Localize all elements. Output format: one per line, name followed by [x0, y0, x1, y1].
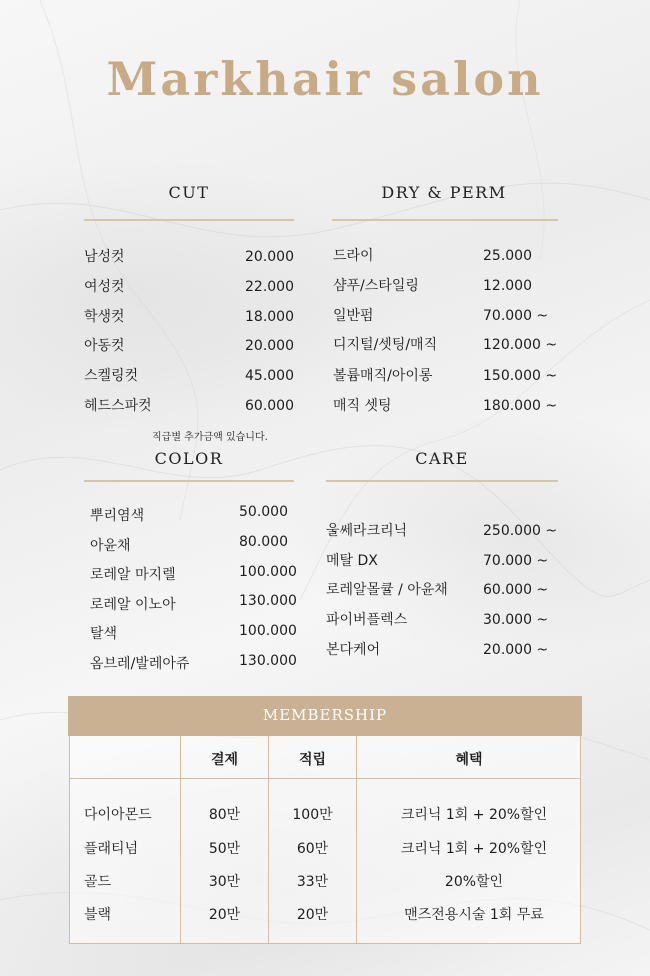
list-item: 탈색 100.000	[90, 623, 297, 642]
list-item: 남성컷 20.000	[84, 249, 294, 265]
list-item: 울쎄라크리닉 250.000 ~	[326, 523, 558, 539]
tier-cell: 다이아몬드	[84, 807, 152, 823]
list-item: 아윤채 80.000	[90, 534, 288, 554]
dry-perm-heading: DRY & PERM	[381, 183, 507, 202]
list-item: 여성컷 22.000	[84, 279, 294, 295]
membership-heading: MEMBERSHIP	[68, 696, 582, 736]
dry-perm-rule	[332, 219, 558, 221]
list-item: 로레알몰큘 / 아윤채 60.000 ~	[326, 582, 549, 598]
column-header-credit: 적립	[298, 752, 327, 768]
credit-cell: 20만	[296, 907, 329, 923]
color-rule	[84, 480, 294, 482]
list-item: 본다케어 20.000 ~	[326, 642, 549, 658]
list-item: 볼륨매직/아이롱 150.000 ~	[333, 368, 558, 384]
care-rule	[326, 480, 558, 482]
tier-cell: 플래티넘	[84, 841, 139, 857]
list-item: 로레알 마지렐 100.000	[90, 564, 297, 583]
list-item: 메탈 DX 70.000 ~	[326, 553, 549, 569]
table-header-rule	[69, 778, 581, 779]
payment-cell: 80만	[208, 807, 241, 823]
payment-cell: 30만	[208, 874, 241, 890]
list-item: 드라이 25.000	[333, 248, 532, 264]
payment-cell: 50만	[208, 841, 241, 857]
list-item: 스켈링컷 45.000	[84, 368, 294, 384]
credit-cell: 100만	[292, 807, 333, 823]
payment-cell: 20만	[208, 907, 241, 923]
list-item: 아동컷 20.000	[84, 338, 294, 354]
cut-rule	[84, 219, 294, 221]
tier-cell: 골드	[84, 874, 112, 890]
column-header-benefit: 혜택	[455, 752, 483, 768]
list-item: 학생컷 18.000	[84, 309, 294, 325]
benefit-cell: 크리닉 1회 + 20%할인	[400, 841, 548, 857]
benefit-cell: 20%할인	[444, 874, 504, 890]
list-item: 뿌리염색 50.000	[90, 504, 288, 524]
benefit-cell: 크리닉 1회 + 20%할인	[400, 807, 548, 823]
color-heading: COLOR	[154, 449, 224, 468]
list-item: 일반펌 70.000 ~	[333, 308, 549, 324]
benefit-cell: 맨즈전용시술 1회 무료	[404, 907, 544, 923]
cut-heading: CUT	[168, 183, 210, 202]
care-heading: CARE	[415, 449, 469, 468]
list-item: 디지털/셋팅/매직 120.000 ~	[333, 337, 558, 353]
credit-cell: 60만	[296, 841, 329, 857]
tier-cell: 블랙	[84, 907, 112, 923]
credit-cell: 33만	[296, 874, 329, 890]
list-item: 옴브레/발레아쥬 130.000	[90, 653, 297, 672]
cut-note: 직급별 추가금액 있습니다.	[152, 432, 268, 443]
salon-title: Markhair salon	[106, 52, 544, 106]
list-item: 매직 셋팅 180.000 ~	[333, 398, 558, 414]
list-item: 샴푸/스타일링 12.000	[333, 278, 532, 294]
list-item: 파이버플렉스 30.000 ~	[326, 612, 549, 628]
list-item: 헤드스파컷 60.000	[84, 398, 294, 414]
column-header-payment: 결제	[210, 752, 239, 768]
list-item: 로레알 이노아 130.000	[90, 593, 297, 613]
